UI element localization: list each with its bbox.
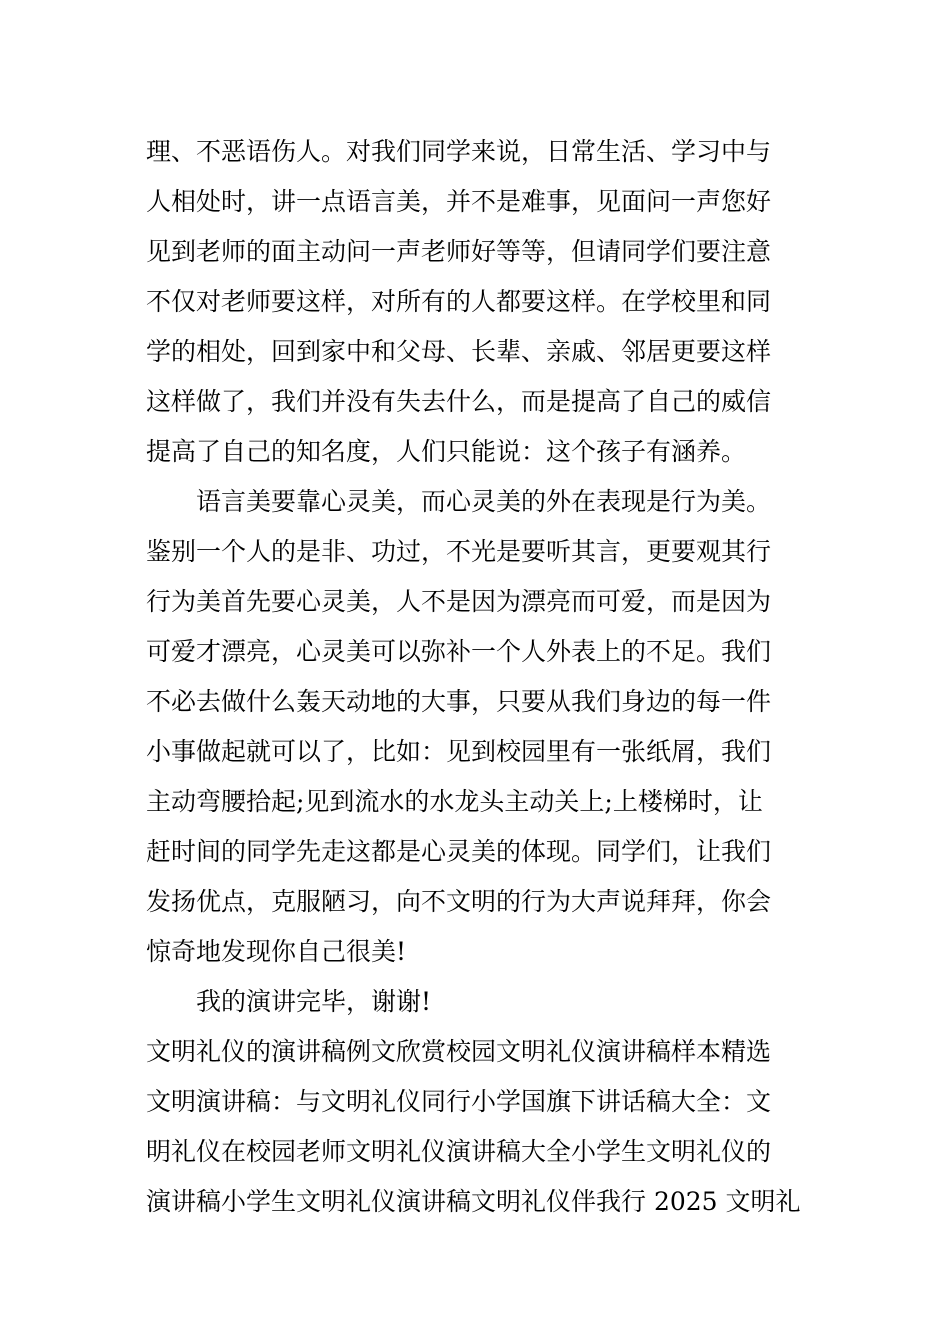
text-line: 行为美首先要心灵美，人不是因为漂亮而可爱，而是因为 bbox=[146, 587, 772, 616]
text-line: 惊奇地发现你自己很美! bbox=[146, 937, 407, 966]
text-line: 赶时间的同学先走这都是心灵美的体现。同学们，让我们 bbox=[146, 837, 772, 866]
closing-line: 我的演讲完毕，谢谢! bbox=[196, 987, 432, 1016]
related-links-line: 明礼仪在校园老师文明礼仪演讲稿大全小学生文明礼仪的 bbox=[146, 1137, 772, 1166]
text-line: 学的相处，回到家中和父母、长辈、亲戚、邻居更要这样 bbox=[146, 337, 772, 366]
text-line: 理、不恶语伤人。对我们同学来说，日常生活、学习中与 bbox=[146, 137, 772, 166]
text-line: 语言美要靠心灵美，而心灵美的外在表现是行为美。 bbox=[196, 487, 772, 516]
related-links bbox=[146, 1027, 826, 1227]
paragraph-behavior-beauty bbox=[146, 477, 826, 977]
text-line: 不必去做什么轰天动地的大事，只要从我们身边的每一件 bbox=[146, 687, 772, 716]
text-line: 提高了自己的知名度，人们只能说：这个孩子有涵养。 bbox=[146, 437, 747, 466]
text-line: 人相处时，讲一点语言美，并不是难事，见面问一声您好 bbox=[146, 187, 772, 216]
text-line: 鉴别一个人的是非、功过，不光是要听其言，更要观其行 bbox=[146, 537, 772, 566]
text-line: 主动弯腰拾起;见到流水的水龙头主动关上;上楼梯时，让 bbox=[146, 787, 763, 816]
text-line: 不仅对老师要这样，对所有的人都要这样。在学校里和同 bbox=[146, 287, 772, 316]
document-body bbox=[146, 127, 826, 1227]
related-links-line: 文明礼仪的演讲稿例文欣赏校园文明礼仪演讲稿样本精选 bbox=[146, 1037, 772, 1066]
closing-paragraph bbox=[146, 977, 826, 1027]
text-line: 小事做起就可以了，比如：见到校园里有一张纸屑，我们 bbox=[146, 737, 772, 766]
paragraph-continued bbox=[146, 127, 826, 477]
text-line: 可爱才漂亮，心灵美可以弥补一个人外表上的不足。我们 bbox=[146, 637, 772, 666]
related-links-line: 文明演讲稿：与文明礼仪同行小学国旗下讲话稿大全：文 bbox=[146, 1087, 772, 1116]
text-line: 这样做了，我们并没有失去什么，而是提高了自己的威信 bbox=[146, 387, 772, 416]
related-links-line: 演讲稿小学生文明礼仪演讲稿文明礼仪伴我行 2025 文明礼 bbox=[146, 1187, 801, 1216]
text-line: 发扬优点，克服陋习，向不文明的行为大声说拜拜，你会 bbox=[146, 887, 772, 916]
text-line: 见到老师的面主动问一声老师好等等，但请同学们要注意 bbox=[146, 237, 772, 266]
